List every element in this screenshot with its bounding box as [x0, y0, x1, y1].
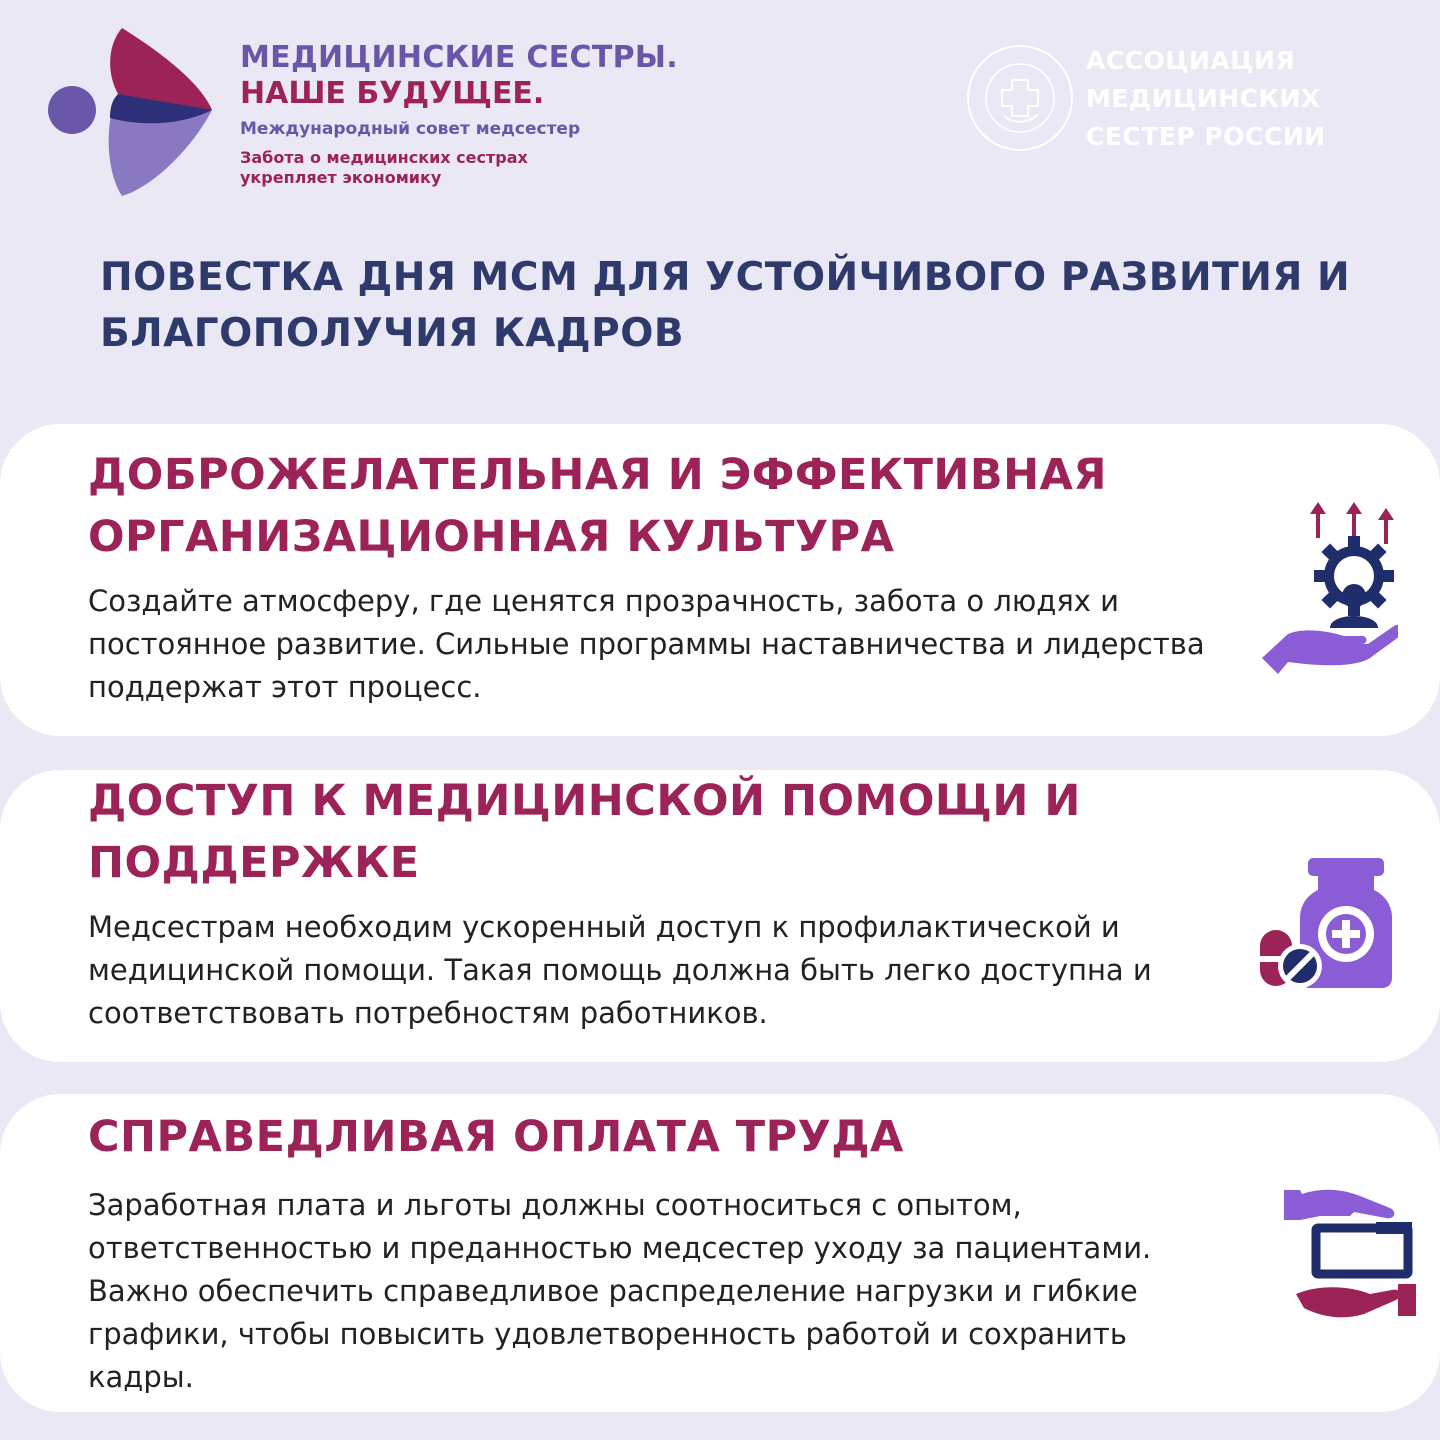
hand-gear-person-icon: [1258, 498, 1398, 678]
card-heading: ДОСТУП К МЕДИЦИНСКОЙ ПОМОЩИ И ПОДДЕРЖКЕ: [88, 776, 1081, 888]
card-heading: СПРАВЕДЛИВАЯ ОПЛАТА ТРУДА: [88, 1112, 904, 1162]
campaign-branding: [240, 40, 678, 188]
association-seal-icon: [966, 44, 1074, 152]
association-name: АССОЦИАЦИЯ МЕДИЦИНСКИХ СЕСТЕР РОССИИ: [1086, 46, 1326, 151]
agenda-card-fair-pay: [0, 1094, 1440, 1412]
card-text: Заработная плата и льготы должны соотноситься с опытом, ответственностью и преданностью медсестер уходу за пациентами. Важно обеспечить справедливое распределение нагрузки и гибкие графики, чтобы повысить удовлетворенность работой и сохранить кадры.: [88, 1188, 1152, 1394]
campaign-slogan: Забота о медицинских сестрах укрепляет экономику: [240, 148, 528, 187]
campaign-logo: [40, 22, 220, 202]
page-title: ПОВЕСТКА ДНЯ МСМ ДЛЯ УСТОЙЧИВОГО РАЗВИТИЯ И БЛАГОПОЛУЧИЯ КАДРОВ: [100, 255, 1351, 356]
agenda-card-medical-access: [0, 770, 1440, 1062]
hands-money-icon: [1280, 1186, 1420, 1326]
campaign-title-line1: МЕДИЦИНСКИЕ СЕСТРЫ.: [240, 40, 678, 75]
medicine-bottle-pills-icon: [1256, 854, 1396, 994]
card-heading: ДОБРОЖЕЛАТЕЛЬНАЯ И ЭФФЕКТИВНАЯ ОРГАНИЗАЦИОННАЯ КУЛЬТУРА: [88, 450, 1108, 562]
card-text: Создайте атмосферу, где ценятся прозрачность, забота о людях и постоянное развитие. Сильные программы наставничества и лидерства поддержат этот процесс.: [88, 584, 1205, 704]
agenda-card-culture: [0, 424, 1440, 736]
council-name: Международный совет медсестер: [240, 119, 581, 139]
card-text: Медсестрам необходим ускоренный доступ к профилактической и медицинской помощи. Такая помощь должна быть легко доступна и соответствовать потребностям работников.: [88, 910, 1152, 1030]
campaign-title-line2: НАШЕ БУДУЩЕЕ.: [240, 76, 545, 111]
